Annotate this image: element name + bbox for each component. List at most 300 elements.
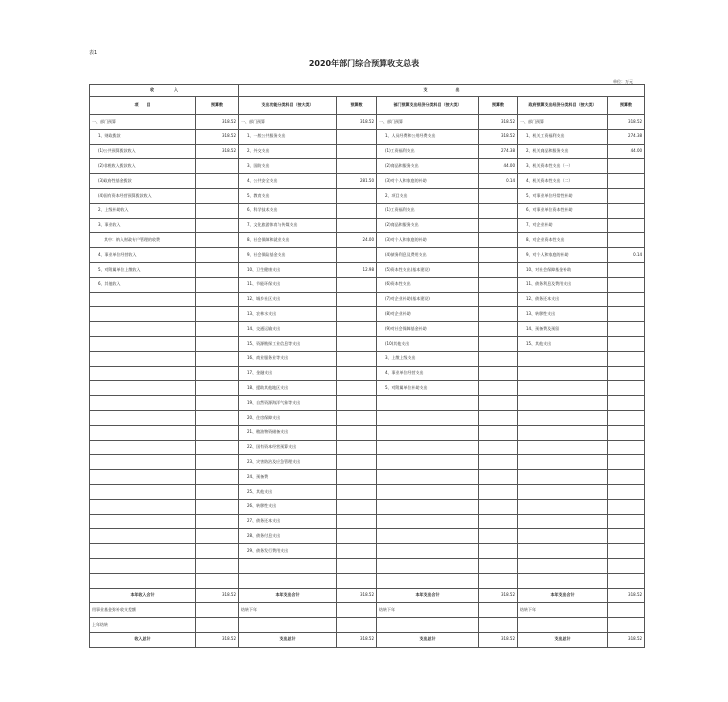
row-amount-cell	[479, 425, 518, 440]
row-amount-cell	[337, 440, 377, 455]
expense-year-total-label: 本年支出合计	[239, 588, 337, 603]
row-item-cell	[239, 558, 337, 573]
table-row	[90, 366, 645, 381]
table-row	[90, 544, 645, 559]
row-amount-cell	[196, 248, 239, 263]
row-amount-cell: 44.00	[479, 159, 518, 174]
table-row	[90, 322, 645, 337]
row-item-cell: 5、对事业单位经常性补助	[518, 188, 608, 203]
row-item-cell: 1、财政拨款	[90, 129, 196, 144]
table-row	[90, 558, 645, 573]
row-item-cell: 一、部门预算	[90, 115, 196, 130]
table-row	[90, 262, 645, 277]
row-item-cell: 2、上级补助收入	[90, 203, 196, 218]
row-amount-cell	[196, 307, 239, 322]
row-item-cell	[518, 396, 608, 411]
carry-forward-label: 结转下年	[377, 603, 479, 618]
row-item-cell	[90, 410, 196, 425]
row-amount-cell	[608, 544, 645, 559]
table-row	[90, 129, 645, 144]
row-amount-cell	[196, 514, 239, 529]
row-item-cell: (3)政府性基金拨款	[90, 174, 196, 189]
row-item-cell	[90, 573, 196, 588]
row-item-cell: 18、援助其他地区支出	[239, 381, 337, 396]
row-amount-cell	[196, 470, 239, 485]
row-amount-cell	[479, 529, 518, 544]
row-item-cell: 12、债务还本支出	[518, 292, 608, 307]
row-amount-cell: 318.52	[479, 115, 518, 130]
row-item-cell: 12、城乡社区支出	[239, 292, 337, 307]
row-item-cell: 9、对个人和家庭的补助	[518, 248, 608, 263]
table-row	[90, 292, 645, 307]
table-row	[90, 203, 645, 218]
row-amount-cell	[479, 292, 518, 307]
table-row	[90, 218, 645, 233]
row-amount-cell	[196, 203, 239, 218]
table-row	[90, 529, 645, 544]
row-item-cell	[377, 455, 479, 470]
row-amount-cell	[337, 307, 377, 322]
row-amount-cell	[608, 203, 645, 218]
row-amount-cell	[196, 322, 239, 337]
row-amount-cell: 274.38	[608, 129, 645, 144]
table-row	[90, 233, 645, 248]
row-item-cell: 4、机关资本性支出（二）	[518, 174, 608, 189]
row-amount-cell	[196, 381, 239, 396]
row-item-cell	[518, 529, 608, 544]
row-amount-cell	[608, 381, 645, 396]
row-amount-cell	[608, 262, 645, 277]
row-amount-cell	[479, 573, 518, 588]
row-item-cell: 11、节能环保支出	[239, 277, 337, 292]
row-amount-cell	[196, 455, 239, 470]
row-item-cell: 14、交通运输支出	[239, 322, 337, 337]
table-row	[90, 425, 645, 440]
row-item-cell: 20、住房保障支出	[239, 410, 337, 425]
row-item-cell: 其中：纳入财政专户管理的收费	[90, 233, 196, 248]
row-item-cell	[518, 499, 608, 514]
row-item-cell	[90, 484, 196, 499]
row-item-cell: 2、机关商品和服务支出	[518, 144, 608, 159]
row-amount-cell	[337, 381, 377, 396]
row-item-cell: (1)工资福利支出	[377, 144, 479, 159]
row-amount-cell	[479, 218, 518, 233]
row-item-cell: (6)资本性支出	[377, 277, 479, 292]
row-amount-cell	[337, 277, 377, 292]
row-amount-cell	[479, 322, 518, 337]
income-grand-total-label: 收入总计	[90, 632, 196, 647]
row-amount-cell: 12.98	[337, 262, 377, 277]
row-item-cell	[90, 366, 196, 381]
row-amount-cell	[608, 322, 645, 337]
row-item-cell: 6、对事业单位资本性补助	[518, 203, 608, 218]
row-item-cell	[239, 573, 337, 588]
row-amount-cell	[608, 410, 645, 425]
row-amount-cell: 318.52	[196, 115, 239, 130]
row-item-cell: 2、外交支出	[239, 144, 337, 159]
expense-year-total-label: 本年支出合计	[518, 588, 608, 603]
row-amount-cell	[608, 159, 645, 174]
budget-header: 预算数	[337, 97, 377, 115]
row-amount-cell: 0.14	[479, 174, 518, 189]
row-amount-cell	[196, 351, 239, 366]
table-row	[90, 514, 645, 529]
row-item-cell	[518, 544, 608, 559]
row-amount-cell	[196, 425, 239, 440]
row-item-cell: 10、卫生健康支出	[239, 262, 337, 277]
grand-total-row	[90, 632, 645, 647]
table-row	[90, 307, 645, 322]
table-row	[90, 455, 645, 470]
row-amount-cell	[479, 203, 518, 218]
row-amount-cell	[337, 322, 377, 337]
row-item-cell	[90, 558, 196, 573]
row-item-cell: 3、机关资本性支出（一）	[518, 159, 608, 174]
row-amount-cell	[479, 396, 518, 411]
row-item-cell	[518, 470, 608, 485]
row-amount-cell	[479, 307, 518, 322]
row-amount-cell	[479, 366, 518, 381]
expense-grand-total-label: 支出总计	[377, 632, 479, 647]
row-item-cell: 24、预备费	[239, 470, 337, 485]
row-item-cell: (1)公共预算拨款收入	[90, 144, 196, 159]
income-year-total-label: 本年收入合计	[90, 588, 196, 603]
row-item-cell	[377, 396, 479, 411]
row-amount-cell	[196, 573, 239, 588]
row-item-cell	[518, 573, 608, 588]
expense-year-total-value: 318.52	[608, 588, 645, 603]
budget-header: 预算数	[479, 97, 518, 115]
row-item-cell: 4、事业单位经营收入	[90, 248, 196, 263]
item-header: 项 目	[90, 97, 196, 115]
row-amount-cell	[337, 499, 377, 514]
gov-econ-header: 政府预算支出经济分类科目（按大类）	[518, 97, 608, 115]
expenditure-header: 支 出	[239, 85, 645, 97]
expense-grand-total-value: 318.52	[479, 632, 518, 647]
row-amount-cell	[479, 233, 518, 248]
row-item-cell	[518, 558, 608, 573]
row-amount-cell	[608, 484, 645, 499]
row-amount-cell	[337, 425, 377, 440]
row-amount-cell	[196, 558, 239, 573]
row-item-cell	[518, 484, 608, 499]
row-amount-cell	[479, 470, 518, 485]
row-item-cell	[518, 455, 608, 470]
row-amount-cell	[196, 484, 239, 499]
row-amount-cell	[196, 159, 239, 174]
expense-grand-total-label: 支出总计	[239, 632, 337, 647]
expense-grand-total-value: 318.52	[337, 632, 377, 647]
row-amount-cell	[479, 499, 518, 514]
row-amount-cell	[479, 484, 518, 499]
table-row	[90, 174, 645, 189]
table-row	[90, 144, 645, 159]
row-amount-cell	[479, 188, 518, 203]
row-item-cell: 11、债务利息及费用支出	[518, 277, 608, 292]
row-amount-cell	[196, 410, 239, 425]
row-item-cell	[377, 425, 479, 440]
row-amount-cell	[608, 174, 645, 189]
row-amount-cell	[337, 514, 377, 529]
header-row-main	[90, 85, 645, 97]
row-item-cell	[518, 351, 608, 366]
row-item-cell: 28、债务付息支出	[239, 529, 337, 544]
row-item-cell	[377, 484, 479, 499]
row-item-cell: 7、对企业补助	[518, 218, 608, 233]
row-amount-cell	[479, 381, 518, 396]
row-item-cell: (4)国有资本经营预算拨款收入	[90, 188, 196, 203]
row-amount-cell	[608, 425, 645, 440]
table-row	[90, 351, 645, 366]
row-amount-cell	[479, 558, 518, 573]
row-item-cell	[518, 440, 608, 455]
row-item-cell: (10)其他支出	[377, 336, 479, 351]
row-amount-cell	[479, 336, 518, 351]
row-amount-cell	[337, 159, 377, 174]
row-amount-cell	[479, 262, 518, 277]
row-item-cell: 13、农林水支出	[239, 307, 337, 322]
row-item-cell	[518, 514, 608, 529]
row-amount-cell	[196, 218, 239, 233]
row-item-cell: (7)对企业补助(基本建设)	[377, 292, 479, 307]
row-amount-cell	[479, 351, 518, 366]
row-amount-cell	[479, 514, 518, 529]
row-item-cell: 一、部门预算	[518, 115, 608, 130]
row-amount-cell	[608, 233, 645, 248]
row-amount-cell	[608, 499, 645, 514]
row-amount-cell	[337, 573, 377, 588]
row-amount-cell	[608, 218, 645, 233]
row-amount-cell	[337, 396, 377, 411]
row-item-cell: 29、债务发行费用支出	[239, 544, 337, 559]
row-amount-cell	[337, 455, 377, 470]
row-amount-cell	[608, 396, 645, 411]
table-row	[90, 440, 645, 455]
row-item-cell	[90, 292, 196, 307]
row-amount-cell	[196, 336, 239, 351]
row-item-cell: (2)商品和服务支出	[377, 218, 479, 233]
row-item-cell: (4)债务利息及费用支出	[377, 248, 479, 263]
row-item-cell: (2)商品和服务支出	[377, 159, 479, 174]
row-amount-cell	[479, 277, 518, 292]
row-amount-cell	[608, 277, 645, 292]
table-row	[90, 115, 645, 130]
row-item-cell: 3、国防支出	[239, 159, 337, 174]
table-row	[90, 336, 645, 351]
row-amount-cell	[337, 484, 377, 499]
row-amount-cell	[608, 455, 645, 470]
row-item-cell: 27、债务还本支出	[239, 514, 337, 529]
page-number: 表1	[89, 50, 98, 56]
row-item-cell: 9、社会保险基金支出	[239, 248, 337, 263]
row-item-cell: 6、科学技术支出	[239, 203, 337, 218]
row-item-cell	[518, 425, 608, 440]
row-item-cell	[377, 529, 479, 544]
row-item-cell	[90, 351, 196, 366]
table-row	[90, 381, 645, 396]
row-amount-cell	[608, 188, 645, 203]
row-item-cell: 5、对附属单位补助支出	[377, 381, 479, 396]
table-row	[90, 410, 645, 425]
row-amount-cell	[196, 277, 239, 292]
row-amount-cell	[196, 499, 239, 514]
income-year-total-value: 318.52	[196, 588, 239, 603]
row-amount-cell	[337, 292, 377, 307]
row-amount-cell	[608, 366, 645, 381]
row-item-cell	[90, 322, 196, 337]
row-amount-cell	[337, 336, 377, 351]
row-amount-cell: 274.38	[479, 144, 518, 159]
row-item-cell: 4、事业单位经营支出	[377, 366, 479, 381]
row-item-cell: 25、其他支出	[239, 484, 337, 499]
row-item-cell: (2)非税收入拨款收入	[90, 159, 196, 174]
row-item-cell	[90, 440, 196, 455]
table-row	[90, 484, 645, 499]
row-item-cell: 8、对企业资本性支出	[518, 233, 608, 248]
budget-header: 预算数	[196, 97, 239, 115]
row-item-cell: 3、上缴上级支出	[377, 351, 479, 366]
row-item-cell: (1)工资福利支出	[377, 203, 479, 218]
row-item-cell: 7、文化旅游体育与传媒支出	[239, 218, 337, 233]
row-item-cell	[518, 410, 608, 425]
row-item-cell: 15、其他支出	[518, 336, 608, 351]
row-item-cell: 8、社会保障和就业支出	[239, 233, 337, 248]
row-item-cell: 19、自然资源海洋气象等支出	[239, 396, 337, 411]
budget-summary-table	[89, 84, 645, 648]
row-item-cell	[90, 455, 196, 470]
row-item-cell: 22、国有资本经营预算支出	[239, 440, 337, 455]
row-amount-cell	[337, 366, 377, 381]
row-amount-cell	[608, 307, 645, 322]
row-amount-cell	[337, 144, 377, 159]
income-grand-total-value: 318.52	[196, 632, 239, 647]
income-header: 收 入	[90, 85, 239, 97]
table-row	[90, 499, 645, 514]
table-row	[90, 470, 645, 485]
row-item-cell: 17、金融支出	[239, 366, 337, 381]
dept-econ-header: 部门预算支出经济分类科目（按大类）	[377, 97, 479, 115]
row-item-cell: 5、对附属单位上缴收入	[90, 262, 196, 277]
row-amount-cell: 0.14	[608, 248, 645, 263]
row-item-cell	[377, 514, 479, 529]
row-item-cell: 23、灾害防治及应急管理支出	[239, 455, 337, 470]
row-amount-cell	[196, 529, 239, 544]
row-item-cell	[90, 396, 196, 411]
fund-gap-label: 用事业基金弥补收支差额	[90, 603, 196, 618]
document-title: 2020年部门综合预算收支总表	[308, 59, 420, 68]
func-class-header: 支出功能分类科目（按大类）	[239, 97, 337, 115]
row-item-cell: 1、人员经费和公用经费支出	[377, 129, 479, 144]
table-row	[90, 188, 645, 203]
table-row	[90, 248, 645, 263]
row-amount-cell	[337, 529, 377, 544]
row-item-cell: 4、公共安全支出	[239, 174, 337, 189]
budget-header: 预算数	[608, 97, 645, 115]
table-row	[90, 573, 645, 588]
row-amount-cell: 281.50	[337, 174, 377, 189]
expense-year-total-label: 本年支出合计	[377, 588, 479, 603]
row-item-cell: 6、其他收入	[90, 277, 196, 292]
row-amount-cell	[608, 558, 645, 573]
row-item-cell	[377, 558, 479, 573]
row-item-cell: (3)对个人和家庭的补助	[377, 174, 479, 189]
row-amount-cell: 44.00	[608, 144, 645, 159]
row-amount-cell	[337, 351, 377, 366]
row-item-cell: (5)资本性支出(基本建设)	[377, 262, 479, 277]
row-item-cell	[90, 529, 196, 544]
row-amount-cell	[337, 203, 377, 218]
row-amount-cell	[479, 455, 518, 470]
row-amount-cell	[196, 396, 239, 411]
row-amount-cell	[337, 248, 377, 263]
row-amount-cell	[608, 573, 645, 588]
row-amount-cell	[479, 544, 518, 559]
row-item-cell	[90, 425, 196, 440]
row-amount-cell	[608, 292, 645, 307]
row-amount-cell	[196, 440, 239, 455]
row-amount-cell	[196, 366, 239, 381]
row-item-cell: 10、对社会保障基金补助	[518, 262, 608, 277]
unit-label: 单位：万元	[613, 79, 633, 84]
prior-year-row	[90, 618, 645, 633]
row-item-cell: 21、粮油物资储备支出	[239, 425, 337, 440]
row-item-cell	[377, 499, 479, 514]
row-amount-cell	[196, 292, 239, 307]
table-row	[90, 396, 645, 411]
row-item-cell	[90, 381, 196, 396]
row-item-cell: 13、转移性支出	[518, 307, 608, 322]
row-amount-cell	[479, 440, 518, 455]
row-item-cell: 2、项目支出	[377, 188, 479, 203]
row-amount-cell	[196, 188, 239, 203]
row-item-cell: 1、机关工资福利支出	[518, 129, 608, 144]
row-item-cell	[90, 470, 196, 485]
expense-grand-total-label: 支出总计	[518, 632, 608, 647]
row-item-cell	[90, 544, 196, 559]
row-amount-cell	[337, 470, 377, 485]
row-amount-cell	[608, 470, 645, 485]
row-amount-cell: 318.52	[196, 144, 239, 159]
prior-year-label: 上年结转	[90, 618, 196, 633]
row-item-cell: (3)对个人和家庭的补助	[377, 233, 479, 248]
row-amount-cell	[337, 188, 377, 203]
row-amount-cell	[337, 544, 377, 559]
row-amount-cell: 24.00	[337, 233, 377, 248]
row-item-cell	[377, 573, 479, 588]
row-item-cell	[90, 307, 196, 322]
row-item-cell: 一、部门预算	[377, 115, 479, 130]
row-item-cell: 14、预备费及预留	[518, 322, 608, 337]
row-item-cell: 15、资源勘探工业信息等支出	[239, 336, 337, 351]
row-item-cell: 一、部门预算	[239, 115, 337, 130]
row-item-cell: 26、转移性支出	[239, 499, 337, 514]
row-amount-cell	[608, 351, 645, 366]
row-item-cell	[90, 336, 196, 351]
row-amount-cell	[196, 233, 239, 248]
row-amount-cell: 318.52	[337, 115, 377, 130]
row-item-cell	[90, 499, 196, 514]
row-amount-cell	[196, 174, 239, 189]
expense-year-total-value: 318.52	[479, 588, 518, 603]
row-item-cell: 5、教育支出	[239, 188, 337, 203]
row-item-cell	[518, 381, 608, 396]
row-amount-cell	[196, 262, 239, 277]
row-amount-cell	[479, 410, 518, 425]
row-amount-cell	[337, 129, 377, 144]
row-amount-cell: 318.52	[196, 129, 239, 144]
row-item-cell: 1、一般公共服务支出	[239, 129, 337, 144]
row-item-cell	[377, 470, 479, 485]
